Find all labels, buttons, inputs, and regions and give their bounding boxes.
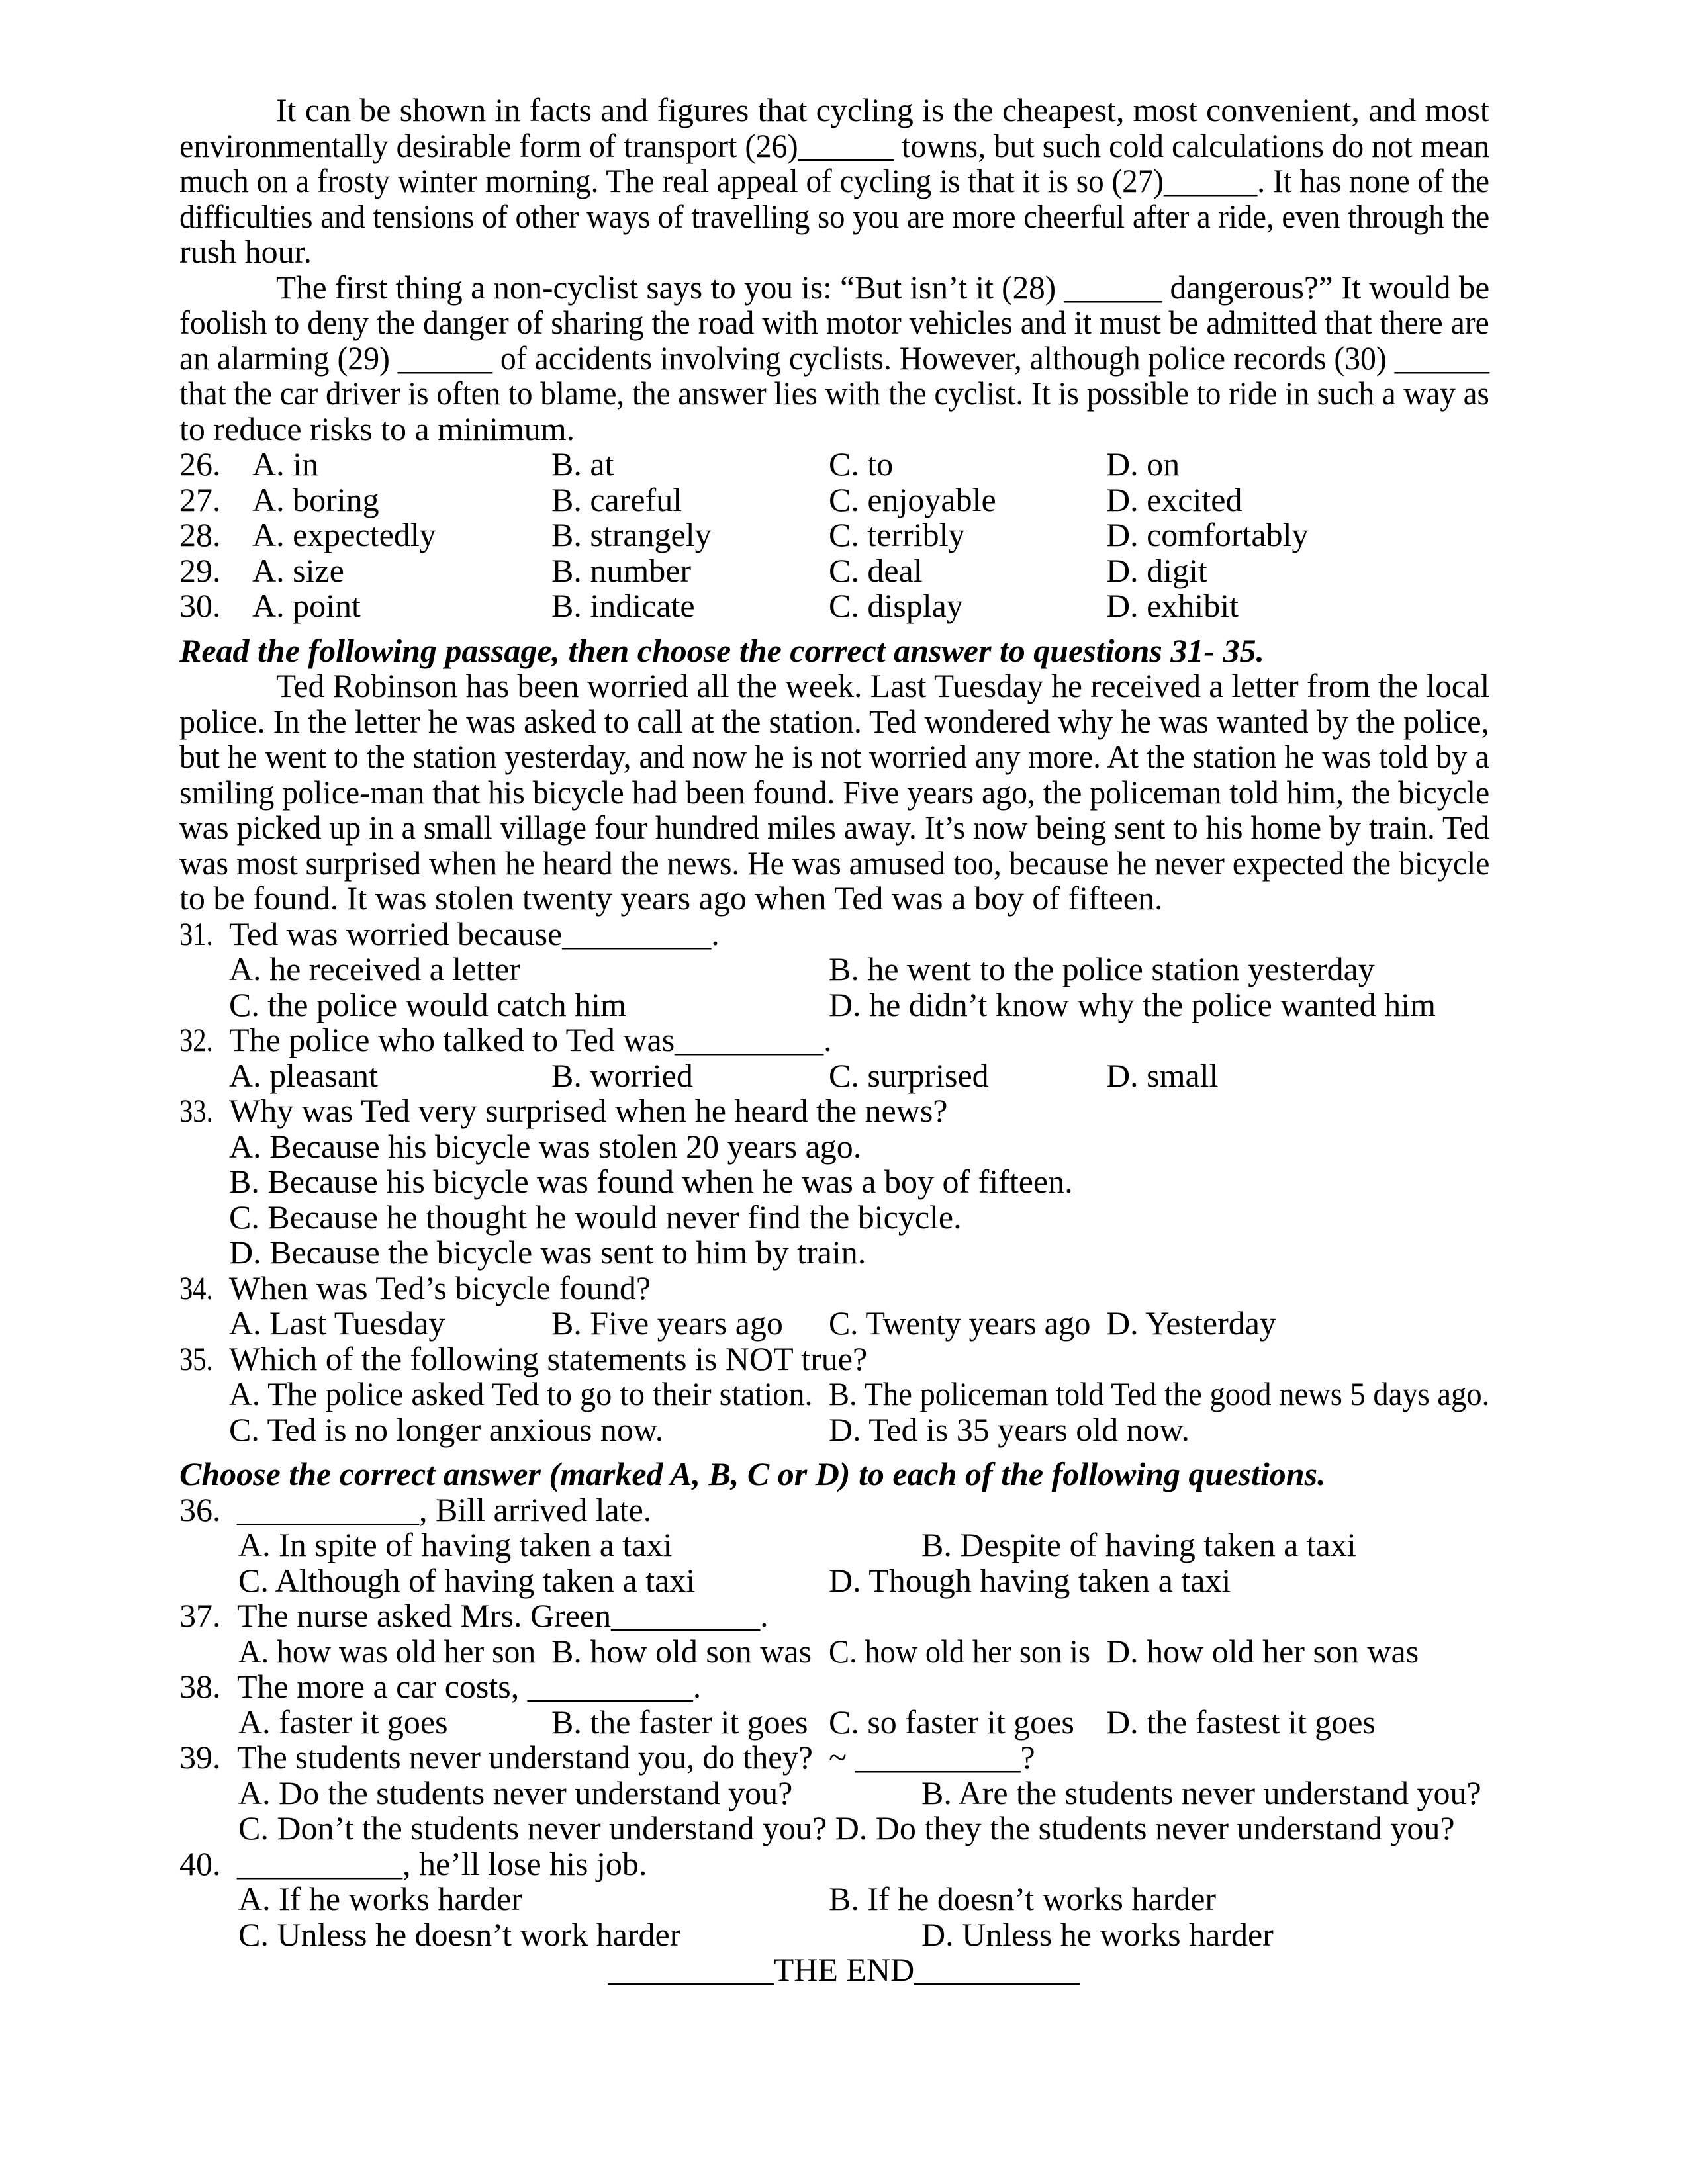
option-c[interactable]: C. Ted is no longer anxious now.	[229, 1410, 664, 1448]
passage-line: environmentally desirable form of transport (26)______ towns, but such cold calculations do not mean	[179, 126, 1490, 164]
option-a[interactable]: A. Do the students never understand you?	[238, 1774, 793, 1811]
passage-line: The first thing a non-cyclist says to you is: “But isn’t it (28) ______ dangerous?” It would be	[276, 268, 1490, 306]
question-31	[0, 917, 1688, 952]
option-a[interactable]: A. In spite of having taken a taxi	[238, 1526, 673, 1563]
option-b[interactable]: B. strangely	[551, 516, 712, 553]
question-number: 36.	[179, 1490, 221, 1528]
option-b[interactable]: B. If he doesn’t works harder	[829, 1880, 1217, 1917]
question-text: ___________, Bill arrived late.	[237, 1490, 652, 1528]
question-text: Why was Ted very surprised when he heard the news?	[229, 1092, 948, 1129]
question-text: The police who talked to Ted was_________.	[229, 1021, 832, 1058]
option-c[interactable]: C. the police would catch him	[229, 985, 626, 1023]
option-d[interactable]: D. on	[1106, 445, 1180, 482]
question-number: 32.	[179, 1021, 213, 1058]
option-b[interactable]: B. Because his bicycle was found when he was a boy of fifteen.	[229, 1163, 1073, 1200]
passage-line: that the car driver is often to blame, the answer lies with the cyclist. It is possible to ride in such a way as	[179, 375, 1489, 412]
option-c[interactable]: C. so faster it goes	[829, 1703, 1074, 1741]
question-number: 28.	[179, 516, 221, 553]
option-a[interactable]: A. how was old her son	[238, 1632, 536, 1670]
option-b[interactable]: B. number	[551, 551, 692, 589]
option-d[interactable]: D. how old her son was	[1106, 1632, 1419, 1670]
passage-line: to be found. It was stolen twenty years ago when Ted was a boy of fifteen.	[179, 880, 1163, 917]
option-c[interactable]: C. surprised	[829, 1056, 989, 1094]
passage-line: difficulties and tensions of other ways of travelling so you are more cheerful after a ride, even through the	[179, 197, 1490, 235]
option-b[interactable]: B. worried	[551, 1056, 693, 1094]
passage-line: rush hour.	[179, 233, 312, 270]
passage-line: smiling police-man that his bicycle had been found. Five years ago, the policeman told him, the bicycle	[179, 773, 1490, 811]
section-heading: Read the following passage, then choose the correct answer to questions 31- 35.	[179, 631, 1264, 669]
option-d[interactable]: D. he didn’t know why the police wanted him	[829, 985, 1436, 1023]
option-d[interactable]: D. Ted is 35 years old now.	[829, 1410, 1190, 1448]
option-d[interactable]: D. digit	[1106, 551, 1207, 589]
the-end-footer: __________THE END__________	[608, 1951, 1080, 1988]
question-37	[0, 1598, 1688, 1634]
question-32	[0, 1023, 1688, 1058]
question-number: 27.	[179, 480, 221, 518]
question-number: 34.	[179, 1269, 213, 1306]
question-number: 40.	[179, 1844, 221, 1882]
question-text: The students never understand you, do they?	[237, 1739, 813, 1776]
question-number: 29.	[179, 551, 221, 589]
option-d[interactable]: D. Do they the students never understand you?	[835, 1809, 1455, 1846]
question-text: The nurse asked Mrs. Green_________.	[237, 1597, 769, 1634]
option-c[interactable]: C. to	[829, 445, 894, 482]
question-26	[0, 447, 1688, 482]
option-c[interactable]: C. Don’t the students never understand you?	[238, 1809, 827, 1846]
passage-line: to reduce risks to a minimum.	[179, 410, 575, 447]
option-d[interactable]: D. the fastest it goes	[1106, 1703, 1376, 1741]
passage-line: was picked up in a small village four hundred miles away. It’s now being sent to his home by train. Ted	[179, 809, 1490, 846]
question-number: 38.	[179, 1668, 221, 1705]
question-34	[0, 1271, 1688, 1306]
option-c[interactable]: C. Because he thought he would never find the bicycle.	[229, 1198, 962, 1236]
option-a[interactable]: A. point	[252, 587, 361, 624]
question-29	[0, 553, 1688, 589]
option-c[interactable]: C. Unless he doesn’t work harder	[238, 1915, 681, 1953]
question-27	[0, 482, 1688, 518]
option-d[interactable]: D. small	[1106, 1056, 1219, 1094]
question-40	[0, 1846, 1688, 1882]
option-c[interactable]: C. how old her son is	[829, 1632, 1090, 1670]
question-36	[0, 1492, 1688, 1528]
option-b[interactable]: B. the faster it goes	[551, 1703, 808, 1741]
option-a[interactable]: A. expectedly	[252, 516, 436, 553]
question-text: The more a car costs, __________.	[237, 1668, 702, 1705]
passage-line: but he went to the station yesterday, and now he is not worried any more. At the station he was told by a	[179, 738, 1489, 775]
reply-blank: ~ __________?	[829, 1739, 1035, 1776]
question-text: When was Ted’s bicycle found?	[229, 1269, 651, 1306]
question-text: __________, he’ll lose his job.	[237, 1844, 647, 1882]
passage-line: was most surprised when he heard the news. He was amused too, because he never expected the bicycle	[179, 844, 1490, 882]
option-c[interactable]: C. enjoyable	[829, 480, 996, 518]
question-number: 31.	[179, 915, 213, 952]
option-a[interactable]: A. size	[252, 551, 344, 589]
option-c[interactable]: C. Twenty years ago	[829, 1304, 1091, 1342]
passage-line: police. In the letter he was asked to call at the station. Ted wondered why he was wanted by the police,	[179, 702, 1489, 740]
question-28	[0, 518, 1688, 553]
option-b[interactable]: B. Five years ago	[551, 1304, 783, 1342]
question-text: Ted was worried because_________.	[229, 915, 720, 952]
question-35	[0, 1342, 1688, 1377]
option-b[interactable]: B. Are the students never understand you?	[921, 1774, 1481, 1811]
question-number: 37.	[179, 1597, 221, 1634]
question-38	[0, 1669, 1688, 1705]
option-a[interactable]: A. Last Tuesday	[229, 1304, 445, 1342]
option-b[interactable]: B. indicate	[551, 587, 695, 624]
passage-line: Ted Robinson has been worried all the week. Last Tuesday he received a letter from the local	[276, 667, 1490, 704]
option-d[interactable]: D. Unless he works harder	[921, 1915, 1274, 1953]
option-c[interactable]: C. deal	[829, 551, 923, 589]
option-b[interactable]: B. Despite of having taken a taxi	[921, 1526, 1356, 1563]
option-a[interactable]: A. The police asked Ted to go to their station.	[229, 1375, 813, 1412]
option-a[interactable]: A. in	[252, 445, 318, 482]
exam-page	[0, 93, 1688, 1988]
option-b[interactable]: B. he went to the police station yesterday	[829, 950, 1375, 987]
question-number: 39.	[179, 1739, 221, 1776]
option-b[interactable]: B. how old son was	[551, 1632, 812, 1670]
option-a[interactable]: A. Because his bicycle was stolen 20 years ago.	[229, 1127, 862, 1165]
options-c-d-line	[238, 1811, 1455, 1846]
question-number: 35.	[179, 1340, 213, 1377]
option-d[interactable]: D. Because the bicycle was sent to him by train.	[229, 1234, 867, 1271]
option-c[interactable]: C. Although of having taken a taxi	[238, 1561, 696, 1599]
passage-line: an alarming (29) ______ of accidents involving cyclists. However, although police records (30) ______	[179, 339, 1489, 377]
question-30	[0, 588, 1688, 624]
option-d[interactable]: D. excited	[1106, 480, 1243, 518]
option-d[interactable]: D. Though having taken a taxi	[829, 1561, 1231, 1599]
option-a[interactable]: A. pleasant	[229, 1056, 378, 1094]
option-d[interactable]: D. Yesterday	[1106, 1304, 1276, 1342]
section-heading: Choose the correct answer (marked A, B, C or D) to each of the following questions.	[179, 1455, 1326, 1492]
option-a[interactable]: A. If he works harder	[238, 1880, 523, 1917]
passage-line: It can be shown in facts and figures that cycling is the cheapest, most convenient, and most	[276, 91, 1489, 128]
option-c[interactable]: C. display	[829, 587, 963, 624]
question-text: Which of the following statements is NOT true?	[229, 1340, 868, 1377]
question-number: 30.	[179, 587, 221, 624]
option-b[interactable]: B. careful	[551, 480, 682, 518]
option-d[interactable]: D. comfortably	[1106, 516, 1309, 553]
question-number: 33.	[179, 1092, 213, 1129]
option-a[interactable]: A. he received a letter	[229, 950, 521, 987]
option-b[interactable]: B. The policeman told Ted the good news 5 days ago.	[829, 1375, 1490, 1412]
question-number: 26.	[179, 445, 221, 482]
question-39	[0, 1740, 1688, 1776]
option-a[interactable]: A. boring	[252, 480, 379, 518]
passage-line: much on a frosty winter morning. The real appeal of cycling is that it is so (27)______. It has none of the	[179, 162, 1489, 199]
question-33	[0, 1093, 1688, 1129]
option-a[interactable]: A. faster it goes	[238, 1703, 448, 1741]
option-c[interactable]: C. terribly	[829, 516, 965, 553]
option-b[interactable]: B. at	[551, 445, 614, 482]
passage-line: foolish to deny the danger of sharing the road with motor vehicles and it must be admitted that there are	[179, 304, 1489, 341]
option-d[interactable]: D. exhibit	[1106, 587, 1239, 624]
